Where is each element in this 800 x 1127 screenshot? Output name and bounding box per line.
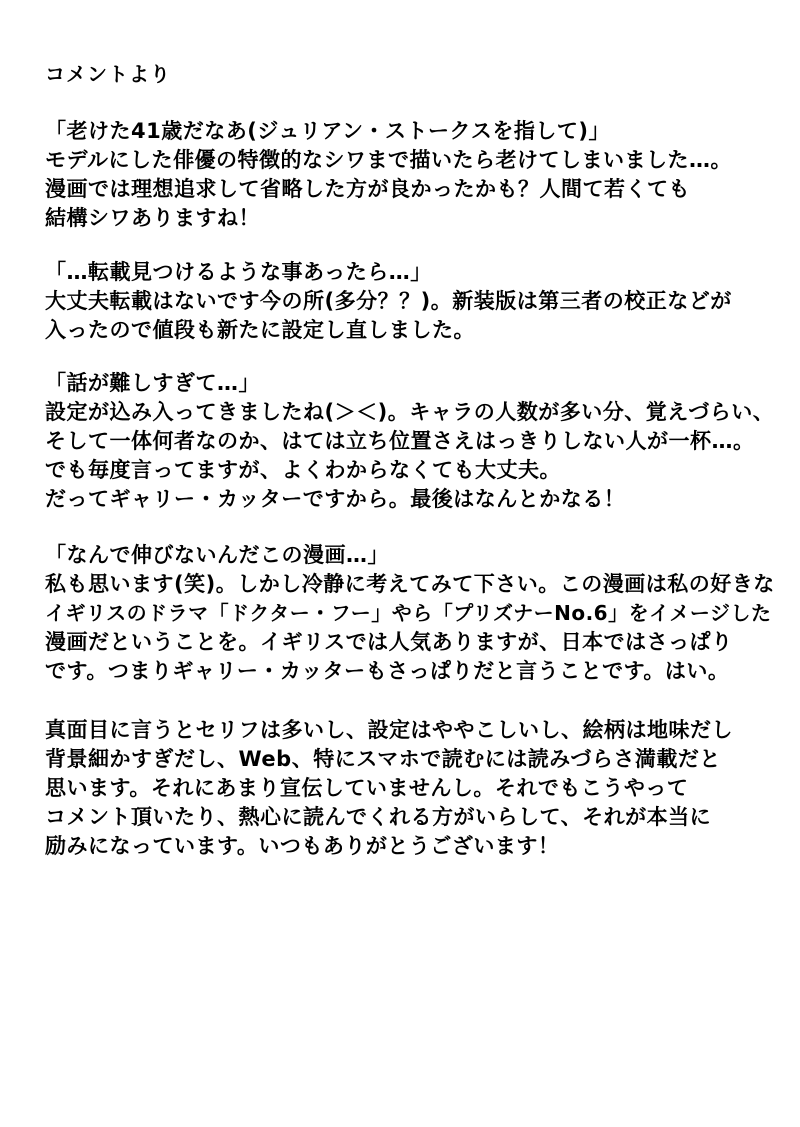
quoted-comment: 「…転載見つけるような事あったら…」 bbox=[45, 260, 432, 284]
reply-line: イギリスのドラマ「ドクター・フー」やら「プリズナーNo.6」をイメージした bbox=[45, 601, 772, 625]
closing-line: 真面目に言うとセリフは多いし、設定はややこしいし、絵柄は地味だし bbox=[45, 718, 733, 742]
closing-line: 思います。それにあまり宣伝していませんし。それでもこうやって bbox=[45, 776, 689, 800]
reply-line: 私も思います(笑)。しかし冷静に考えてみて下さい。この漫画は私の好きな bbox=[45, 572, 775, 596]
quoted-comment: 「なんで伸びないんだこの漫画…」 bbox=[45, 543, 389, 567]
comment-reply-old-age bbox=[45, 117, 785, 233]
comment-reply-reprint bbox=[45, 258, 785, 345]
closing-line: コメント頂いたり、熱心に読んでくれる方がいらして、それが本当に bbox=[45, 805, 712, 829]
closing-message bbox=[45, 716, 785, 861]
reply-line: でも毎度言ってますが、よくわからなくても大丈夫。 bbox=[45, 458, 561, 482]
comment-reply-difficult bbox=[45, 369, 785, 514]
quoted-comment: 「話が難しすぎて…」 bbox=[45, 371, 260, 395]
reply-line: そして一体何者なのか、はては立ち位置さえはっきりしない人が一杯…。 bbox=[45, 429, 755, 453]
reply-line: 大丈夫転載はないです今の所(多分？？)。新装版は第三者の校正などが bbox=[45, 289, 732, 313]
reply-line: 入ったので値段も新たに設定し直しました。 bbox=[45, 318, 475, 342]
reply-line: 結構シワありますね！ bbox=[45, 206, 260, 230]
quoted-comment: 「老けた41歳だなあ(ジュリアン・ストークスを指して)」 bbox=[45, 119, 610, 143]
reply-line: 漫画では理想追求して省略した方が良かったかも？人間て若くても bbox=[45, 177, 690, 201]
reply-line: 設定が込み入ってきましたね(＞＜)。キャラの人数が多い分、覚えづらい、 bbox=[45, 400, 775, 424]
page-heading: コメントより bbox=[45, 62, 171, 86]
reply-line: 漫画だということを。イギリスでは人気ありますが、日本ではさっぱり bbox=[45, 630, 733, 654]
comment-reply-popularity bbox=[45, 541, 785, 686]
reply-line: です。つまりギャリー・カッターもさっぱりだと言うことです。はい。 bbox=[45, 659, 730, 683]
reply-line: モデルにした俳優の特徴的なシワまで描いたら老けてしまいました…。 bbox=[45, 148, 732, 172]
reply-line: だってギャリー・カッターですから。最後はなんとかなる！ bbox=[45, 487, 626, 511]
closing-line: 背景細かすぎだし、Web、特にスマホで読むには読みづらさ満載だと bbox=[45, 747, 721, 771]
closing-line: 励みになっています。いつもありがとうございます！ bbox=[45, 834, 560, 858]
